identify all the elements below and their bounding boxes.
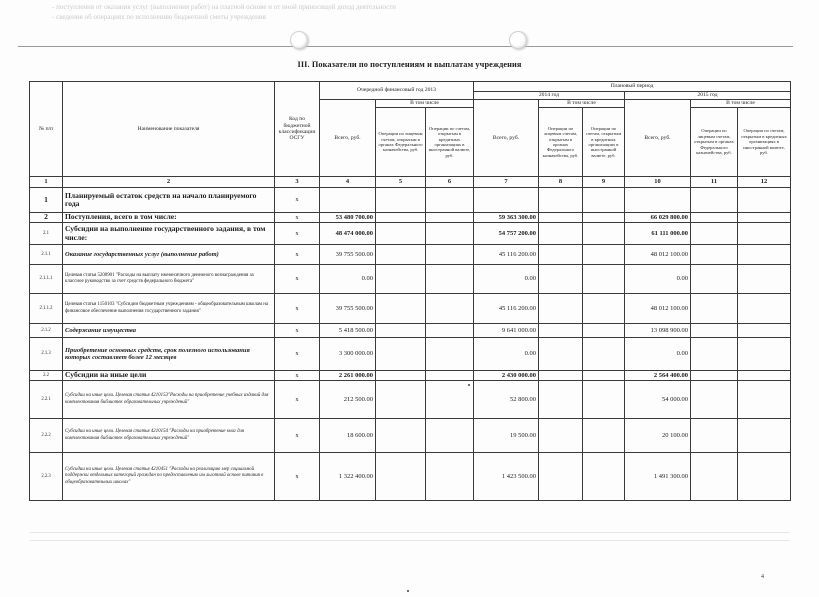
col-number: 12 [738, 177, 791, 188]
col-number: 4 [320, 177, 376, 188]
table-row [30, 213, 791, 223]
row-num: 2.2.3 [30, 453, 63, 501]
row-name: Субсидии на иные цели. Целевая статья 4210451 "Расходы на реализацию мер социальной поддержки отдельных категорий граждан по предоставлению им льготной основе питания в общеобразовательных школах" [63, 453, 275, 501]
header-total-2014: Всего, руб. [474, 100, 539, 177]
header-ops-credit-2014: Операции по счетам, открытым в кредитных организациях в иностранной валюте, руб. [583, 108, 625, 177]
col-number: 3 [275, 177, 320, 188]
col-number: 9 [583, 177, 625, 188]
row-ops-credit-2014 [583, 188, 625, 213]
row-name: Содержание имущества [63, 324, 275, 338]
row-num: 1 [30, 188, 63, 213]
row-ops-federal-2015 [691, 188, 738, 213]
row-total-2015: 13 098 900.00 [625, 324, 691, 338]
row-total-2013: 48 474 000.00 [320, 223, 376, 245]
row-total-2015: 54 000.00 [625, 381, 691, 419]
header-total-2015: Всего, руб. [625, 100, 691, 177]
table-row [30, 294, 791, 324]
faint-next-row [30, 532, 790, 541]
row-total-2013: 18 600.00 [320, 419, 376, 453]
row-total-2014: 45 116 200.00 [474, 294, 539, 324]
col-number: 2 [63, 177, 275, 188]
row-ops-credit-2015 [738, 188, 791, 213]
row-num: 2.1.1.2 [30, 294, 63, 324]
table-row [30, 419, 791, 453]
row-total-2014: 45 116 200.00 [474, 245, 539, 265]
row-total-2013 [320, 188, 376, 213]
header-current-year: Очередной финансовый год 2013 [320, 82, 474, 100]
row-name: Субсидии на иные цели. Целевая статья 4210154 "Расходы на приобретение книг для комплектования библиотек образовательных учреждений" [63, 419, 275, 453]
row-name: Субсидии на иные цели. Целевая статья 4210153"Расходы на приобретение учебных изданий для комплектования библиотек образовательных учреждений" [63, 381, 275, 419]
row-total-2015 [625, 188, 691, 213]
row-code: x [275, 213, 320, 223]
row-code: x [275, 338, 320, 371]
col-number: 11 [691, 177, 738, 188]
faint-line-2: - сведения об операциях по исполнению бюджетной сметы учреждения [52, 13, 266, 21]
row-num: 2.1.3 [30, 338, 63, 371]
header-year-2015: 2015 год [625, 92, 791, 100]
header-year-2014: 2014 год [474, 92, 625, 100]
col-number: 10 [625, 177, 691, 188]
row-code: x [275, 294, 320, 324]
row-total-2014: 0.00 [474, 265, 539, 294]
header-of-which-2014: В том числе [539, 100, 625, 108]
row-total-2015: 0.00 [625, 338, 691, 371]
row-name: Планируемый остаток средств на начало планируемого года [63, 188, 275, 213]
row-name: Целевая статья 1150103 "Субсидии бюджетным учреждениям - общеобразовательным школам на финансовое обеспечение выполнения государственного задания" [63, 294, 275, 324]
row-code: x [275, 381, 320, 419]
row-code: x [275, 223, 320, 245]
header-code: Код по бюджетной классификации ОСГУ [275, 82, 320, 177]
row-total-2014: 19 500.00 [474, 419, 539, 453]
table-row [30, 381, 791, 419]
row-num: 2.1 [30, 223, 63, 245]
row-total-2013: 5 418 500.00 [320, 324, 376, 338]
header-ops-credit-2015: Операции по счетам, открытым в кредитных организациях в иностранной валюте, руб. [738, 108, 791, 177]
table-row [30, 188, 791, 213]
row-total-2014: 9 641 000.00 [474, 324, 539, 338]
row-name: Субсидии на иные цели [63, 371, 275, 381]
binder-divider [18, 46, 793, 47]
binder-hole-left [290, 31, 308, 49]
row-code: x [275, 324, 320, 338]
header-num: № п/п [30, 82, 63, 177]
row-num: 2.2.1 [30, 381, 63, 419]
row-total-2013: 2 261 000.00 [320, 371, 376, 381]
row-total-2013: 1 322 400.00 [320, 453, 376, 501]
col-number: 6 [426, 177, 474, 188]
scan-speck [407, 590, 409, 592]
header-of-which-2013: В том числе [376, 100, 474, 108]
row-total-2014: 52 800.00 [474, 381, 539, 419]
table-row [30, 245, 791, 265]
table-row [30, 223, 791, 245]
row-total-2015: 61 111 000.00 [625, 223, 691, 245]
col-number: 7 [474, 177, 539, 188]
binder-hole-right [509, 31, 527, 49]
header-ops-credit-2013: Операции по счетам, открытым в кредитных организациях в иностранной валюте, руб. [426, 108, 474, 177]
col-number: 1 [30, 177, 63, 188]
row-code: x [275, 453, 320, 501]
row-total-2015: 2 564 400.00 [625, 371, 691, 381]
table-row [30, 453, 791, 501]
row-total-2013: 39 755 500.00 [320, 245, 376, 265]
table-row [30, 338, 791, 371]
table-row [30, 371, 791, 381]
row-total-2015: 48 012 100.00 [625, 294, 691, 324]
row-total-2013: 3 300 000.00 [320, 338, 376, 371]
column-number-row [30, 177, 791, 188]
row-code: x [275, 419, 320, 453]
row-total-2014 [474, 188, 539, 213]
faint-line-1: - поступления от оказания услуг (выполнения работ) на платной основе и от иной приносящей доход деятельности [52, 3, 397, 11]
row-total-2013: 212 500.00 [320, 381, 376, 419]
row-total-2015: 1 491 300.00 [625, 453, 691, 501]
table-row [30, 265, 791, 294]
table-row [30, 324, 791, 338]
row-code: x [275, 371, 320, 381]
row-total-2013: 0.00 [320, 265, 376, 294]
row-total-2014: 59 363 300.00 [474, 213, 539, 223]
row-num: 2.1.2 [30, 324, 63, 338]
row-num: 2 [30, 213, 63, 223]
row-total-2013: 39 755 500.00 [320, 294, 376, 324]
row-total-2015: 0.00 [625, 265, 691, 294]
row-num: 2.1.1.1 [30, 265, 63, 294]
row-name: Оказание государственных услуг (выполнение работ) [63, 245, 275, 265]
header-of-which-2015: В том числе [691, 100, 791, 108]
row-total-2015: 20 100.00 [625, 419, 691, 453]
header-planning-period: Плановый период [474, 82, 791, 92]
row-total-2014: 2 430 000.00 [474, 371, 539, 381]
header-total-2013: Всего, руб. [320, 100, 376, 177]
indicators-table [29, 81, 791, 501]
page-number: 4 [761, 574, 764, 580]
row-ops-credit-2013 [426, 188, 474, 213]
row-code: x [275, 245, 320, 265]
row-ops-federal-2014 [539, 188, 583, 213]
header-ops-federal-2013: Операции по лицевым счетам, открытым в органах Федерального казначейства, руб. [376, 108, 426, 177]
section-title: III. Показатели по поступлениям и выплатам учреждения [297, 60, 522, 69]
col-number: 8 [539, 177, 583, 188]
row-name: Приобретение основных средств, срок полезного использования которых составляет более 12 месяцев [63, 338, 275, 371]
faint-header-text [52, 2, 396, 22]
row-name: Целевая статья 5200901 "Расходы на выплату ежемесячного денежного вознаграждения за классное руководство за счет средств федерального бюджета" [63, 265, 275, 294]
row-code: x [275, 265, 320, 294]
header-ops-federal-2014: Операции по лицевым счетам, открытым в органах Федерального казначейства, руб. [539, 108, 583, 177]
row-total-2015: 48 012 100.00 [625, 245, 691, 265]
row-total-2013: 53 480 700.00 [320, 213, 376, 223]
row-ops-federal-2013 [376, 188, 426, 213]
row-total-2014: 1 423 500.00 [474, 453, 539, 501]
row-name: Поступления, всего в том числе: [63, 213, 275, 223]
row-total-2014: 54 757 200.00 [474, 223, 539, 245]
scan-speck [468, 384, 470, 386]
row-name: Субсидии на выполнение государственного задания, в том числе: [63, 223, 275, 245]
col-number: 5 [376, 177, 426, 188]
header-ops-federal-2015: Операции по лицевым счетам, открытым в органах Федерального казначейства, руб. [691, 108, 738, 177]
row-num: 2.2.2 [30, 419, 63, 453]
row-total-2014: 0.00 [474, 338, 539, 371]
row-num: 2.1.1 [30, 245, 63, 265]
row-total-2015: 66 029 800.00 [625, 213, 691, 223]
row-code: x [275, 188, 320, 213]
row-num: 2.2 [30, 371, 63, 381]
header-name: Наименование показателя [63, 82, 275, 177]
